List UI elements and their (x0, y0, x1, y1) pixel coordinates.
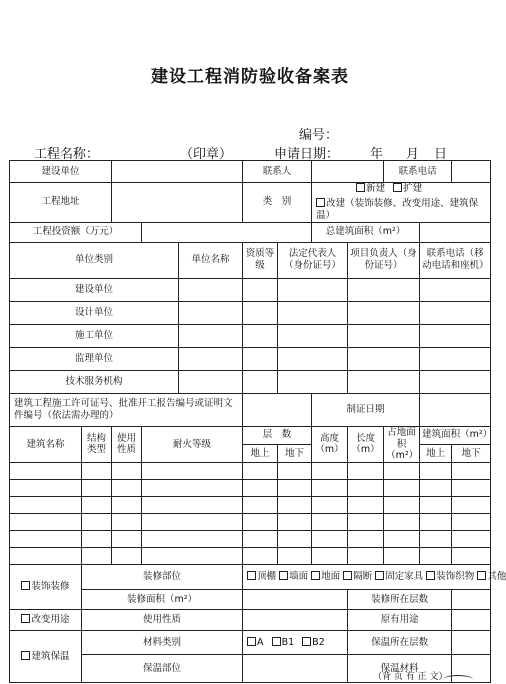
extend-build-checkbox[interactable] (393, 183, 402, 192)
address-label: 工程地址 (10, 183, 112, 223)
usage-header: 使用性质 (112, 426, 142, 463)
address-value[interactable] (112, 183, 243, 223)
apply-date-label: 申请日期： (274, 147, 340, 162)
legal-rep-cell[interactable] (278, 347, 348, 370)
new-build-label: 新建 (366, 183, 386, 194)
building-name-header: 建筑名称 (10, 426, 82, 463)
insulation-material-row (10, 631, 491, 655)
class-b1-checkbox[interactable] (272, 637, 281, 646)
building-row (10, 531, 491, 548)
class-a-label: A (257, 636, 264, 648)
building-row (10, 480, 491, 497)
document-title: 建设工程消防验收备案表 (151, 67, 349, 87)
fabric-label: 装饰织物 (436, 571, 475, 583)
insulation-section (10, 631, 82, 683)
wall-checkbox[interactable] (279, 571, 288, 580)
ceiling-label: 顶棚 (257, 571, 277, 583)
height-header: 高度（m） (312, 426, 348, 463)
unit-name-cell[interactable] (179, 301, 243, 324)
cert-date-label: 制证日期 (312, 393, 420, 426)
floor-checkbox[interactable] (311, 571, 320, 580)
build-unit-row (10, 161, 491, 183)
total-area-value[interactable] (420, 222, 491, 242)
extend-build-label: 扩建 (403, 183, 423, 194)
decor-label: 装饰装修 (31, 581, 70, 593)
unit-type-label: 技术服务机构 (10, 370, 179, 393)
unit-type-label: 设计单位 (10, 301, 179, 324)
new-build-checkbox[interactable] (356, 183, 365, 192)
structure-header: 结构类型 (82, 426, 112, 463)
day-label: 日 (434, 147, 448, 162)
qualification-header: 资质等级 (243, 242, 278, 278)
fire-rating-header: 耐火等级 (142, 426, 243, 463)
class-b1-label: B1 (281, 636, 295, 648)
unit-type-label: 施工单位 (10, 324, 179, 347)
unit-row (10, 301, 491, 324)
project-lead-cell[interactable] (348, 370, 420, 393)
investment-value[interactable] (142, 222, 312, 242)
floor-label: 地面 (321, 571, 341, 583)
continued-text: （背 页 有 正 文） (373, 672, 448, 682)
wall-label: 墙面 (289, 571, 309, 583)
unit-name-cell[interactable] (179, 347, 243, 370)
partition-checkbox[interactable] (343, 571, 352, 580)
category-label: 类 别 (243, 183, 312, 223)
partition-label: 隔断 (353, 571, 373, 583)
building-row (10, 548, 491, 565)
investment-label: 工程投资额（万元） (10, 222, 142, 242)
class-a-checkbox[interactable] (247, 637, 256, 646)
contact-phone-value[interactable] (452, 161, 491, 183)
rebuild-label: 改建（装饰装修、改变用途、建筑保温） (316, 197, 479, 221)
unit-row (10, 370, 491, 393)
unit-type-label: 建设单位 (10, 278, 179, 301)
footprint-header: 占地面积（m²） (384, 426, 420, 463)
unit-phone-cell[interactable] (420, 278, 491, 301)
decor-area-value[interactable] (243, 590, 348, 610)
insulation-label: 建筑保温 (31, 650, 70, 662)
decor-checkbox[interactable] (21, 581, 30, 590)
unit-phone-cell[interactable] (420, 324, 491, 347)
floors-above-header: 地上 (243, 444, 278, 462)
insulation-checkbox[interactable] (21, 651, 30, 660)
category-options (312, 183, 491, 223)
legal-rep-cell[interactable] (278, 301, 348, 324)
unit-name-header: 单位名称 (179, 242, 243, 278)
unit-name-cell[interactable] (179, 370, 243, 393)
unit-type-header: 单位类别 (10, 242, 179, 278)
area-above-header: 地上 (420, 444, 452, 462)
decor-section (10, 565, 82, 610)
material-class-options (243, 631, 348, 655)
decor-floor-value[interactable] (452, 590, 491, 610)
building-row (10, 514, 491, 531)
rebuild-checkbox[interactable] (316, 198, 325, 207)
change-use-section (10, 610, 82, 631)
furniture-checkbox[interactable] (375, 571, 384, 580)
qualification-cell[interactable] (243, 278, 278, 301)
project-lead-header: 项目负责人（身份证号） (348, 242, 420, 278)
class-b2-label: B2 (312, 636, 325, 648)
change-use-row (10, 610, 491, 631)
investment-row (10, 222, 491, 242)
ceiling-checkbox[interactable] (247, 571, 256, 580)
change-usage-value[interactable] (243, 610, 348, 631)
unit-phone-cell[interactable] (420, 370, 491, 393)
units-header-row (10, 242, 491, 278)
legal-rep-header: 法定代表人（身份证号） (278, 242, 348, 278)
insulation-part-value[interactable] (243, 655, 348, 683)
unit-phone-cell[interactable] (420, 301, 491, 324)
legal-rep-cell[interactable] (278, 278, 348, 301)
original-use-value[interactable] (452, 610, 491, 631)
unit-name-cell[interactable] (179, 324, 243, 347)
length-header: 长度（m） (348, 426, 384, 463)
seal-label: （印章） (180, 147, 233, 162)
insulation-part-label: 保温部位 (82, 655, 243, 683)
area-header: 建筑面积（m²） (420, 426, 491, 444)
decor-parts-row (10, 565, 491, 590)
original-use-label: 原有用途 (348, 610, 452, 631)
total-area-label: 总建筑面积（m²） (312, 222, 420, 242)
building-row (10, 463, 491, 480)
legal-rep-cell[interactable] (278, 370, 348, 393)
contact-value[interactable] (312, 161, 384, 183)
insulation-floor-label: 保温所在层数 (348, 631, 452, 655)
build-unit-value[interactable] (112, 161, 243, 183)
qualification-cell[interactable] (243, 324, 278, 347)
floors-below-header: 地下 (278, 444, 312, 462)
other-label: 其他 (487, 571, 506, 583)
decor-part-options (243, 565, 506, 590)
legal-rep-cell[interactable] (278, 324, 348, 347)
unit-row (10, 278, 491, 301)
building-row (10, 497, 491, 514)
project-lead-cell[interactable] (348, 278, 420, 301)
unit-row (10, 324, 491, 347)
furniture-label: 固定家具 (385, 571, 424, 583)
floors-header: 层 数 (243, 426, 312, 444)
address-row (10, 183, 491, 223)
class-b2-checkbox[interactable] (302, 637, 311, 646)
year-label: 年 (370, 147, 384, 162)
change-usage-label: 使用性质 (82, 610, 243, 631)
material-class-label: 材料类别 (82, 631, 243, 655)
qualification-cell[interactable] (243, 301, 278, 324)
decor-area-row (10, 590, 491, 610)
unit-type-label: 监理单位 (10, 347, 179, 370)
unit-row (10, 347, 491, 370)
project-lead-cell[interactable] (348, 324, 420, 347)
contact-label: 联系人 (243, 161, 312, 183)
change-use-checkbox[interactable] (21, 614, 30, 623)
permit-value[interactable] (243, 393, 312, 426)
decor-part-label: 装修部位 (82, 565, 243, 590)
building-header-row (10, 426, 491, 444)
record-form-table (9, 160, 506, 683)
build-unit-label: 建设单位 (10, 161, 112, 183)
form-header-line (0, 143, 500, 162)
cert-date-value[interactable] (420, 393, 491, 426)
number-label: 编号： (299, 128, 339, 143)
fabric-checkbox[interactable] (426, 571, 435, 580)
project-lead-cell[interactable] (348, 347, 420, 370)
decor-area-label: 装修面积（m²） (82, 590, 243, 610)
qualification-cell[interactable] (243, 347, 278, 370)
month-label: 月 (406, 147, 420, 162)
contact-phone-label: 联系电话 (384, 161, 452, 183)
project-lead-cell[interactable] (348, 301, 420, 324)
change-use-label: 改变用途 (31, 614, 70, 626)
insulation-floor-value[interactable] (452, 631, 491, 655)
insulation-material-label: 保温材料 (348, 655, 452, 683)
project-name-label: 工程名称： (34, 147, 100, 162)
page-curl-mark (443, 675, 473, 684)
unit-phone-header: 联系电话（移动电话和座机） (420, 242, 491, 278)
permit-label: 建筑工程施工许可证号、批准开工报告编号或证明文件编号（依法需办理的） (10, 393, 243, 426)
permit-row (10, 393, 491, 426)
qualification-cell[interactable] (243, 370, 278, 393)
continued-note (373, 669, 447, 682)
unit-phone-cell[interactable] (420, 347, 491, 370)
unit-name-cell[interactable] (179, 278, 243, 301)
decor-floor-label: 装修所在层数 (348, 590, 452, 610)
area-below-header: 地下 (452, 444, 491, 462)
other-checkbox[interactable] (477, 571, 486, 580)
